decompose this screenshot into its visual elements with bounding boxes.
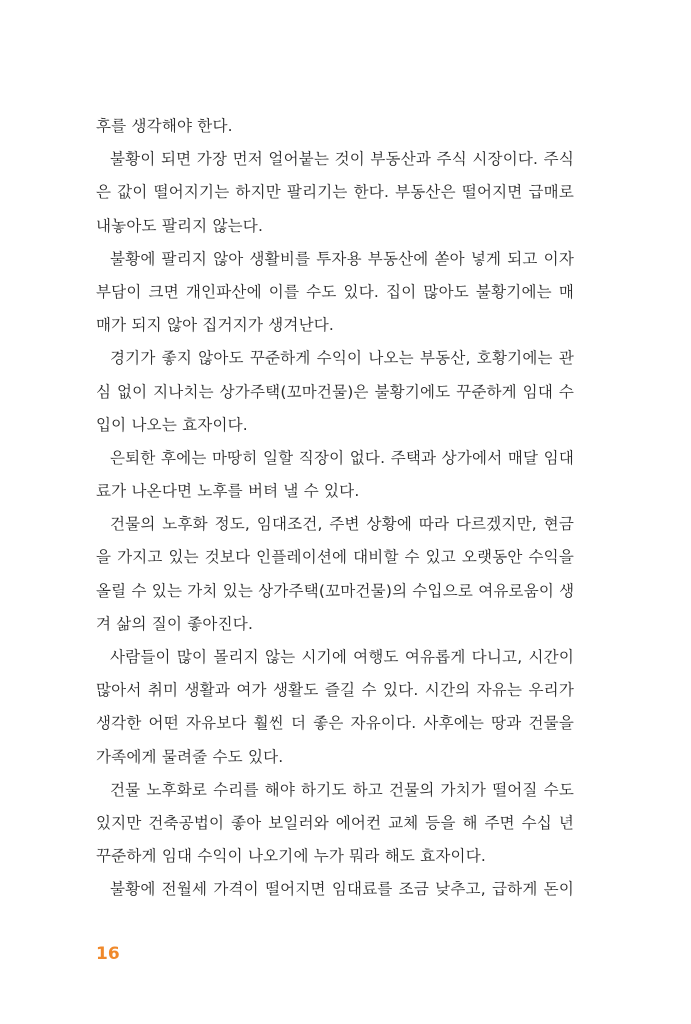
text-line: 불황에 전월세 가격이 떨어지면 임대료를 조금 낮추고, 급하게 돈이 [110,880,574,899]
text-line: 을 가지고 있는 것보다 인플레이션에 대비할 수 있고 오랫동안 수익을 [96,548,574,567]
page-number: 16 [96,944,120,964]
text-line: 부담이 크면 개인파산에 이를 수도 있다. 집이 많아도 불황기에는 매 [96,282,574,301]
text-line: 사람들이 많이 몰리지 않는 시기에 여행도 여유롭게 다니고, 시간이 [110,648,574,666]
text-line: 올릴 수 있는 가치 있는 상가주택(꼬마건물)의 수입으로 여유로움이 생 [96,581,575,600]
text-line: 입이 나오는 효자이다. [96,415,248,434]
text-line: 있지만 건축공법이 좋아 보일러와 에어컨 교체 등을 해 주면 수십 년 [96,813,574,832]
text-line: 은 값이 떨어지기는 하지만 팔리기는 한다. 부동산은 떨어지면 급매로 [96,183,574,202]
text-line: 건물의 노후화 정도, 임대조건, 주변 상황에 따라 다르겠지만, 현금 [110,515,574,534]
text-line: 매가 되지 않아 집거지가 생겨난다. [96,316,335,335]
text-line: 심 없이 지나치는 상가주택(꼬마건물)은 불황기에도 꾸준하게 임대 수 [96,382,574,401]
text-line: 건물 노후화로 수리를 해야 하기도 하고 건물의 가치가 떨어질 수도 [110,780,574,799]
text-line: 내놓아도 팔리지 않는다. [96,216,264,235]
text-line: 겨 삶의 질이 좋아진다. [96,614,254,633]
text-line: 경기가 좋지 않아도 꾸준하게 수익이 나오는 부동산, 호황기에는 관 [110,349,574,368]
text-line: 생각한 어떤 자유보다 훨씬 더 좋은 자유이다. 사후에는 땅과 건물을 [96,714,574,733]
text-line: 가족에게 물려줄 수도 있다. [96,747,284,766]
text-line: 불황에 팔리지 않아 생활비를 투자용 부동산에 쏟아 넣게 되고 이자 [110,249,574,268]
text-line: 후를 생각해야 한다. [96,117,233,135]
text-line: 많아서 취미 생활과 여가 생활도 즐길 수 있다. 시간의 자유는 우리가 [96,681,574,700]
text-line: 불황이 되면 가장 먼저 얼어붙는 것이 부동산과 주식 시장이다. 주식 [110,150,574,169]
text-line: 료가 나온다면 노후를 버텨 낼 수 있다. [96,482,360,501]
body-text [96,110,574,907]
text-line: 꾸준하게 임대 수익이 나오기에 누가 뭐라 해도 효자이다. [96,847,486,866]
text-line: 은퇴한 후에는 마땅히 일할 직장이 없다. 주택과 상가에서 매달 임대 [110,448,574,467]
